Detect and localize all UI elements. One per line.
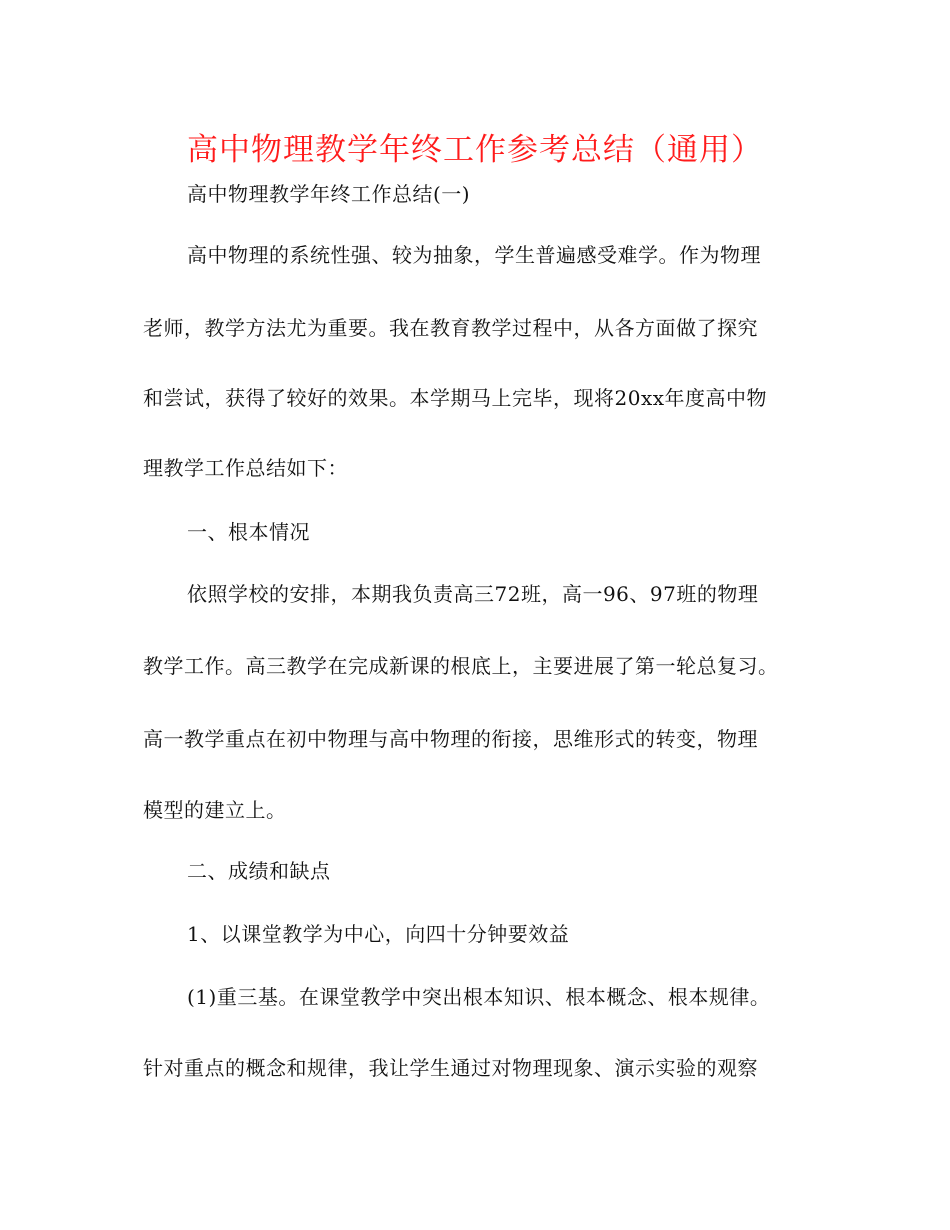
paragraph-line: 针对重点的概念和规律，我让学生通过对物理现象、演示实验的观察 [143, 1056, 758, 1080]
paragraph-line: (1)重三基。在课堂教学中突出根本知识、根本概念、根本规律。 [187, 985, 771, 1009]
subsection-heading: 1、以课堂教学为中心，向四十分钟要效益 [187, 922, 570, 946]
section-subtitle: 高中物理教学年终工作总结(一) [187, 182, 471, 206]
paragraph-line: 老师，教学方法尤为重要。我在教育教学过程中，从各方面做了探究 [143, 316, 758, 340]
section-heading: 二、成绩和缺点 [187, 859, 331, 883]
paragraph-line: 高中物理的系统性强、较为抽象，学生普遍感受难学。作为物理 [187, 243, 761, 267]
paragraph-line: 教学工作。高三教学在完成新课的根底上，主要进展了第一轮总复习。 [143, 654, 779, 678]
paragraph-line: 理教学工作总结如下： [143, 456, 348, 480]
paragraph-line: 依照学校的安排，本期我负责高三72班，高一96、97班的物理 [187, 582, 759, 606]
paragraph-line: 高一教学重点在初中物理与高中物理的衔接，思维形式的转变，物理 [143, 727, 758, 751]
document-title: 高中物理教学年终工作参考总结（通用） [187, 132, 763, 168]
paragraph-line: 和尝试，获得了较好的效果。本学期马上完毕，现将20xx年度高中物 [143, 386, 768, 410]
paragraph-line: 模型的建立上。 [143, 798, 287, 822]
section-heading: 一、根本情况 [187, 520, 310, 544]
